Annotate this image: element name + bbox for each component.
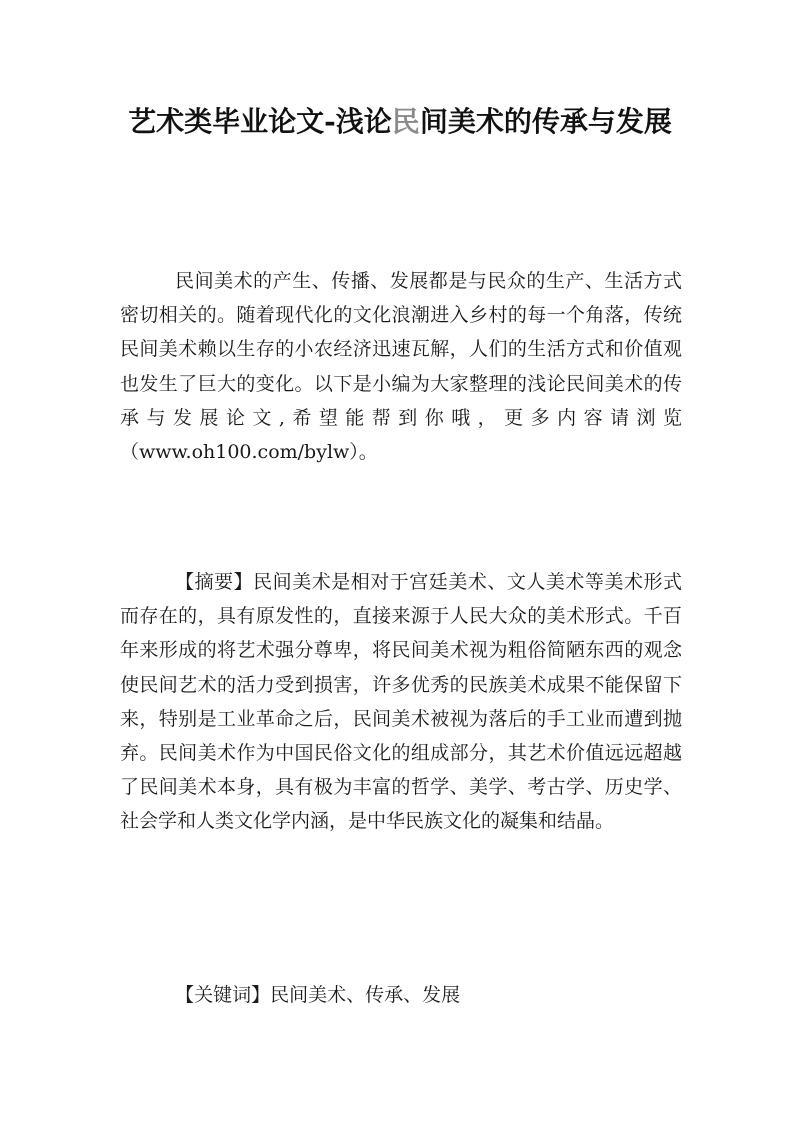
intro-paragraph: 民间美术的产生、传播、发展都是与民众的生产、生活方式密切相关的。随着现代化的文化浪潮进入乡村的每一个角落，传统民间美术赖以生存的小农经济迅速瓦解，人们的生活方式和价值观也发生了巨大的变化。以下是小编为大家整理的浅论民间美术的传承与发展论文,希望能帮到你哦，更多内容请浏览（www.oh100.com/bylw）。 (120, 270, 682, 464)
title-text-end: 间美术的传承与发展 (419, 105, 672, 138)
keywords-paragraph: 【关键词】民间美术、传承、发展 (175, 984, 461, 1006)
abstract-paragraph: 【摘要】民间美术是相对于宫廷美术、文人美术等美术形式而存在的，具有原发性的，直接来源于人民大众的美术形式。千百年来形成的将艺术强分尊卑，将民间美术视为粗俗简陋东西的观念使民间艺术的活力受到损害，许多优秀的民族美术成果不能保留下来，特别是工业革命之后，民间美术被视为落后的手工业而遭到抛弃。民间美术作为中国民俗文化的组成部分，其艺术价值远远超越了民间美术本身，具有极为丰富的哲学、美学、考古学、历史学、社会学和人类文化学内涵，是中华民族文化的凝集和结晶。 (120, 571, 682, 833)
title-highlighted-char: 民 (391, 105, 420, 138)
title-text-start: 艺术类毕业论文-浅论 (128, 105, 392, 138)
document-title (110, 98, 690, 146)
